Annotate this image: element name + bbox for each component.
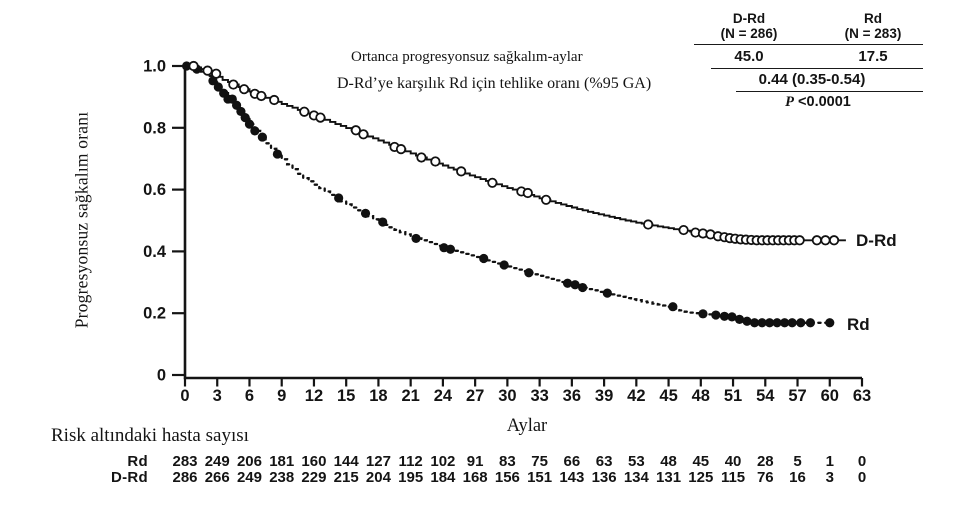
risk-count: 102 xyxy=(430,453,456,470)
risk-count: 66 xyxy=(563,453,581,470)
risk-row-rd xyxy=(0,453,979,469)
censor-mark-open xyxy=(229,80,237,88)
stats-col-drd-name: D-Rd xyxy=(732,11,766,26)
risk-count: 83 xyxy=(499,453,516,470)
hazard-ratio-value: 0.44 (0.35-0.54) xyxy=(758,71,866,88)
hazard-ratio-annotation: D-Rd’ye karşılık Rd için tehlike oranı (%95 GA) xyxy=(337,75,652,92)
y-tick-label: 1.0 xyxy=(143,57,166,76)
stats-rule-3 xyxy=(736,91,923,92)
risk-count: 5 xyxy=(793,453,802,470)
risk-count: 131 xyxy=(656,469,682,486)
censor-mark-filled xyxy=(711,310,720,319)
censor-mark-open xyxy=(524,189,532,197)
risk-count: 45 xyxy=(692,453,710,470)
censor-mark-open xyxy=(542,196,550,204)
stats-rule-1 xyxy=(694,44,923,45)
median-pfs-rd: 17.5 xyxy=(858,48,888,65)
risk-count: 151 xyxy=(527,469,553,486)
censor-mark-filled xyxy=(334,193,343,202)
censor-mark-open xyxy=(189,62,197,70)
risk-count: 0 xyxy=(857,469,867,486)
axes xyxy=(185,63,862,378)
censor-mark-open xyxy=(488,179,496,187)
risk-count: 1 xyxy=(825,453,834,470)
stats-rule-2 xyxy=(711,68,923,69)
risk-count: 215 xyxy=(333,469,359,486)
x-tick-label: 63 xyxy=(852,387,872,405)
censor-mark-filled xyxy=(361,209,370,218)
risk-count: 63 xyxy=(595,453,613,470)
risk-count: 127 xyxy=(365,453,391,470)
censor-mark-open xyxy=(359,130,367,138)
risk-count: 40 xyxy=(724,453,742,470)
x-tick-label: 48 xyxy=(691,387,710,405)
risk-count: 143 xyxy=(559,469,585,486)
y-tick-label: 0.2 xyxy=(143,304,166,323)
x-axis-title: Aylar xyxy=(506,416,548,436)
risk-row-label: Rd xyxy=(127,453,148,470)
x-tick-label: 33 xyxy=(530,387,549,405)
risk-count: 206 xyxy=(236,453,262,470)
risk-count: 0 xyxy=(857,453,867,470)
x-tick-label: 9 xyxy=(277,387,287,405)
x-tick-label: 45 xyxy=(659,387,678,405)
risk-count: 134 xyxy=(623,469,649,486)
risk-count: 48 xyxy=(660,453,677,470)
censor-mark-open xyxy=(203,66,211,74)
censor-mark-open xyxy=(316,113,324,121)
censor-mark-open xyxy=(644,220,652,228)
censor-mark-filled xyxy=(446,245,455,254)
censor-mark-filled xyxy=(698,309,707,318)
censor-mark-open xyxy=(830,236,838,244)
censor-mark-filled xyxy=(273,149,282,158)
risk-count: 144 xyxy=(333,453,359,470)
risk-count: 156 xyxy=(494,469,520,486)
censor-mark-open xyxy=(397,145,405,153)
risk-count: 184 xyxy=(430,469,456,486)
risk-table-title: Risk altındaki hasta sayısı xyxy=(51,425,249,446)
risk-count: 249 xyxy=(236,469,262,486)
risk-count: 168 xyxy=(462,469,488,486)
censor-mark-open xyxy=(270,96,278,104)
risk-count: 195 xyxy=(398,469,424,486)
stats-col-rd-name: Rd xyxy=(864,11,882,26)
x-tick-label: 39 xyxy=(594,387,614,405)
x-tick-label: 18 xyxy=(369,387,388,405)
risk-count: 160 xyxy=(301,453,327,470)
censor-mark-open xyxy=(821,236,829,244)
censor-mark-filled xyxy=(258,132,267,141)
x-tick-label: 60 xyxy=(820,387,839,405)
y-axis-title: Progresyonsuz sağkalım oranı xyxy=(71,111,92,329)
censor-mark-filled xyxy=(500,260,509,269)
x-tick-label: 21 xyxy=(401,387,420,405)
risk-count: 115 xyxy=(720,469,746,486)
censor-mark-open xyxy=(212,70,220,78)
x-tick-label: 36 xyxy=(562,387,582,405)
x-tick-label: 30 xyxy=(498,387,517,405)
censor-mark-open xyxy=(417,153,425,161)
y-tick-label: 0.4 xyxy=(143,242,166,261)
y-tick-label: 0.8 xyxy=(143,119,166,138)
y-tick-label: 0 xyxy=(156,366,166,385)
x-tick-label: 12 xyxy=(304,387,324,405)
risk-count: 181 xyxy=(269,453,295,470)
censor-mark-open xyxy=(679,226,687,234)
x-tick-label: 54 xyxy=(756,387,775,405)
censor-mark-filled xyxy=(479,254,488,263)
x-tick-label: 42 xyxy=(627,387,646,405)
x-tick-label: 3 xyxy=(212,387,222,405)
x-tick-label: 0 xyxy=(180,387,190,405)
censor-mark-open xyxy=(813,236,821,244)
p-label: P xyxy=(785,94,794,110)
p-value: <0.0001 xyxy=(798,94,851,110)
risk-count: 76 xyxy=(756,469,774,486)
censor-mark-filled xyxy=(524,268,533,277)
risk-count: 204 xyxy=(365,469,391,486)
risk-count: 75 xyxy=(531,453,548,470)
censor-mark-filled xyxy=(825,318,834,327)
median-pfs-drd: 45.0 xyxy=(734,48,764,65)
risk-count: 112 xyxy=(398,453,423,470)
censor-mark-open xyxy=(795,236,803,244)
x-tick-label: 27 xyxy=(465,387,485,405)
median-annotation: Ortanca progresyonsuz sağkalım-aylar xyxy=(351,49,583,65)
censor-mark-filled xyxy=(411,234,420,243)
censor-mark-open xyxy=(431,157,439,165)
curve-label-drd: D-Rd xyxy=(856,231,897,250)
risk-count: 91 xyxy=(466,453,484,470)
x-tick-label: 57 xyxy=(788,387,807,405)
curve-label-rd: Rd xyxy=(847,315,870,334)
risk-count: 3 xyxy=(825,469,834,486)
risk-count: 28 xyxy=(756,453,774,470)
censor-mark-open xyxy=(240,85,248,93)
censor-mark-filled xyxy=(378,217,387,226)
stats-col-drd-n: (N = 286) xyxy=(720,26,778,41)
risk-row-label: D-Rd xyxy=(110,469,148,486)
risk-count: 53 xyxy=(627,453,645,470)
censor-mark-filled xyxy=(806,318,815,327)
risk-count: 266 xyxy=(204,469,230,486)
y-tick-label: 0.6 xyxy=(143,181,166,200)
censor-mark-filled xyxy=(668,302,677,311)
risk-count: 125 xyxy=(688,469,714,486)
risk-count: 286 xyxy=(172,469,198,486)
x-tick-label: 51 xyxy=(723,387,743,405)
p-value-row xyxy=(785,94,851,111)
censor-mark-filled xyxy=(796,318,805,327)
censor-mark-filled xyxy=(250,126,259,135)
risk-count: 16 xyxy=(789,469,806,486)
risk-row-d-rd xyxy=(0,469,979,485)
risk-count: 229 xyxy=(301,469,327,486)
risk-count: 249 xyxy=(204,453,230,470)
censor-mark-filled xyxy=(603,289,612,298)
x-tick-label: 6 xyxy=(244,387,255,405)
risk-count: 283 xyxy=(172,453,198,470)
censor-mark-open xyxy=(300,108,308,116)
risk-count: 238 xyxy=(269,469,295,486)
x-tick-label: 24 xyxy=(433,387,453,405)
censor-mark-filled xyxy=(788,318,797,327)
x-tick-label: 15 xyxy=(337,387,356,405)
censor-mark-filled xyxy=(578,283,587,292)
censor-mark-open xyxy=(257,92,265,100)
stats-col-rd-n: (N = 283) xyxy=(844,26,902,41)
risk-count: 136 xyxy=(591,469,617,486)
censor-mark-open xyxy=(457,167,465,175)
